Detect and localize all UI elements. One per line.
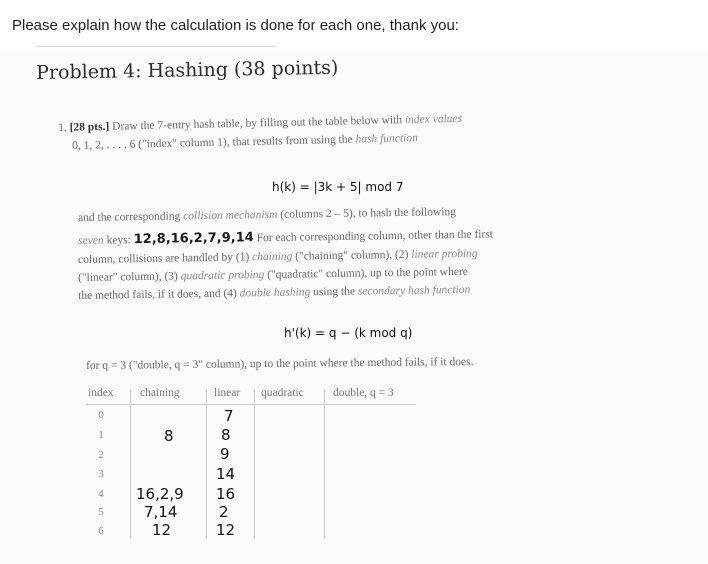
emphasis: hash function [355,132,418,146]
emphasis: chaining [252,250,293,264]
header-chaining: chaining [140,387,180,399]
problem-heading: Problem 4: Hashing (38 points) [36,56,339,84]
linear-cell: 9 [220,445,230,463]
index-cell: 0 [98,409,104,421]
linear-cell: 8 [221,426,231,444]
text-span: using the [310,285,358,299]
emphasis: quadratic probing [180,269,265,283]
linear-cell: 12 [216,521,236,539]
column-divider [254,389,255,539]
linear-cell: 7 [224,407,234,425]
hash-function-formula: h(k) = |3k + 5| mod 7 [272,180,404,194]
emphasis: linear probing [411,247,478,261]
text-span: for q = 3 ("double, q = 3" column), up to the point where the method fails, if it does. [86,355,474,372]
text-span: Draw the 7-entry hash table, by filling out the table below with [109,114,406,133]
text-span: the method fails, if it does, and (4) [78,287,240,302]
index-cell: 4 [98,488,104,500]
text-span: For each corresponding column, other than the first [253,228,494,245]
index-cell: 5 [98,506,104,518]
emphasis: secondary hash function [357,283,471,298]
index-cell: 3 [98,468,104,480]
header-index: index [88,387,114,399]
text-span: 0, 1, 2, . . . , 6 ("index" column 1), that results from using the [72,133,356,152]
chaining-cell: 7,14 [144,503,178,521]
index-cell: 1 [98,429,104,441]
header-linear: linear [214,387,241,399]
header-double: double, q = 3 [333,387,394,399]
linear-cell: 2 [219,503,229,521]
text-span: ("quadratic" column), up to the point where [264,265,468,282]
secondary-hash-formula: h'(k) = q − (k mod q) [284,326,413,340]
item-number: 1. [58,121,70,134]
chaining-cell: 12 [152,521,172,539]
text-span: column, collisions are handled by (1) [78,251,253,266]
linear-cell: 14 [216,465,236,483]
column-divider [324,389,325,539]
handwritten-keys: 12,8,16,2,7,9,14 [133,230,254,248]
emphasis: seven [78,234,104,247]
header-divider [86,404,416,405]
column-divider [130,389,131,539]
text-span: keys: [103,234,134,247]
column-divider [206,389,207,539]
index-cell: 2 [98,449,104,461]
index-cell: 6 [98,525,104,537]
emphasis: collision mechanism [183,208,278,223]
chaining-cell: 8 [164,427,174,445]
points-label: [28 pts.] [69,120,110,134]
hash-table [86,387,418,545]
text-span: and the corresponding [78,210,184,224]
emphasis: index values [404,112,463,127]
linear-cell: 16 [216,485,236,503]
text-span: ("chaining" column), (2) [292,248,412,263]
emphasis: double hashing [239,286,311,300]
chaining-cell: 16,2,9 [136,485,184,503]
text-span: (columns 2 – 5), to hash the following [277,206,457,221]
text-span: ("linear" column), (3) [78,270,181,284]
header-quadratic: quadratic [261,387,304,399]
divider [36,46,276,47]
question-text: Please explain how the calculation is done for each one, thank you: [12,17,459,34]
